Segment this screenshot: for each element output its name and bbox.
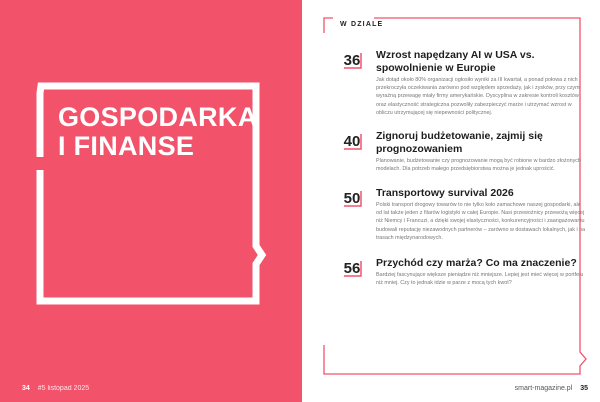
left-page-number: 34 xyxy=(22,385,30,392)
site-link[interactable]: smart-magazine.pl xyxy=(514,385,573,392)
section-title-line-2: I FINANSE xyxy=(58,131,195,161)
toc-heading: W DZIALE xyxy=(340,21,384,28)
page-number-box xyxy=(342,132,362,151)
page-number-box xyxy=(342,189,362,208)
toc-entry-description: Polski transport drogowy towarów to nie tylko koło zamachowe naszej gospodarki, ale od lat także jeden z filarów logistyki w całej Europie. Nasi przewoźnicy przewożą więcej niż Niemcy i Francuzi, a dzięki swojej elastyczności, konkurencyjności i zaangażowaniu budowali reputację niezawodnych partnerów – zarówno w dostawach lokalnych, jak i na trasach międzynarodowych. xyxy=(376,202,586,241)
left-folio xyxy=(22,385,89,392)
page-number-box xyxy=(342,51,362,70)
toc-entry-description: Planowanie, budżetowanie czy prognozowanie mogą być robione w bardzo złożonych modelach. Dla potrzeb małego przedsiębiorstwa można je jednak uprościć. xyxy=(376,158,581,173)
right-page xyxy=(302,0,600,402)
toc-page-number: 40 xyxy=(343,133,361,150)
toc-entry-title[interactable]: Zignoruj budżetowanie, zajmij się prognozowaniem xyxy=(376,130,543,155)
toc-entry-title[interactable]: Wzrost napędzany AI w USA vs. spowolnienie w Europie xyxy=(376,49,535,74)
page-number-box xyxy=(342,259,362,278)
toc-entry-description: Bardziej fascynujące większe pieniądze niż mniejsze. Lepiej jest mieć więcej w portfelu niż mniej. Czy to jednak idzie w parze z mocą tych kwot? xyxy=(376,272,584,287)
toc-entry-title[interactable]: Przychód czy marża? Co ma znaczenie? xyxy=(376,257,577,269)
toc-page-number: 50 xyxy=(343,190,361,207)
issue-label: #5 listopad 2025 xyxy=(37,385,90,392)
toc-entry-title[interactable]: Transportowy survival 2026 xyxy=(376,187,514,199)
toc-page-number: 36 xyxy=(343,52,361,69)
toc-page-number: 56 xyxy=(343,260,361,277)
right-folio xyxy=(515,385,588,392)
section-title xyxy=(58,103,258,161)
section-title-line-1: GOSPODARKA xyxy=(58,102,258,132)
toc-entry-description: Jak dotąd około 80% organizacji ogłosiło wyniki za III kwartał, a ponad połowa z nich przekroczyła oczekiwania zarówno pod względem sprzedaży, jak i zysków, przy czym wyraźną przewagę miały firmy amerykańskie. Dyscyplina w zakresie kontroli kosztów oraz elastyczność strategiczna pozwoliły zabezpieczyć marże i utrzymać wzrost w obliczu utrzymującej się niepewności politycznej. xyxy=(376,77,580,116)
right-page-number: 35 xyxy=(580,385,588,392)
